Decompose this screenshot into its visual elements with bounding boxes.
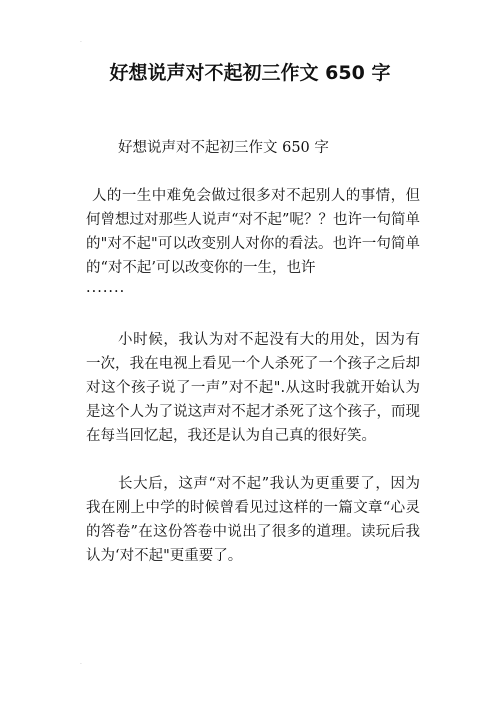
paragraph-1-ellipsis: ······· [86, 284, 126, 300]
paragraph-1-text: 人的一生中难免会做过很多对不起别人的事情，但何曾想过对那些人说声“对不起”呢？？也许一句简单的"对不起"可以改变别人对你的看法。也许一句简单的“对不起’可以改变你的一生，也许 [86, 188, 420, 276]
paragraph-1 [86, 184, 420, 304]
paragraph-3: 长大后，这声“对不起”我认为更重要了，因为我在刚上中学的时候曾看见过这样的一篇文章“心灵的答卷”在这份答卷中说出了很多的道理。读玩后我认为‘对不起"更重要了。 [86, 476, 420, 564]
paragraph-2: 小时候，我认为对不起没有大的用处，因为有一次，我在电视上看见一个人杀死了一个孩子之后却对这个孩子说了一声”对不起".从这时我就开始认为是这个人为了说这声对不起才杀死了这个孩子，而现在每当回忆起，我还是认为自己真的很好笑。 [86, 332, 420, 444]
document-body [86, 136, 420, 592]
corner-mark-top: · [80, 39, 82, 46]
document-title: 好想说声对不起初三作文 650 字 [109, 62, 391, 84]
corner-mark-bottom: · [80, 661, 82, 668]
document-subtitle: 好想说声对不起初三作文 650 字 [118, 140, 329, 156]
